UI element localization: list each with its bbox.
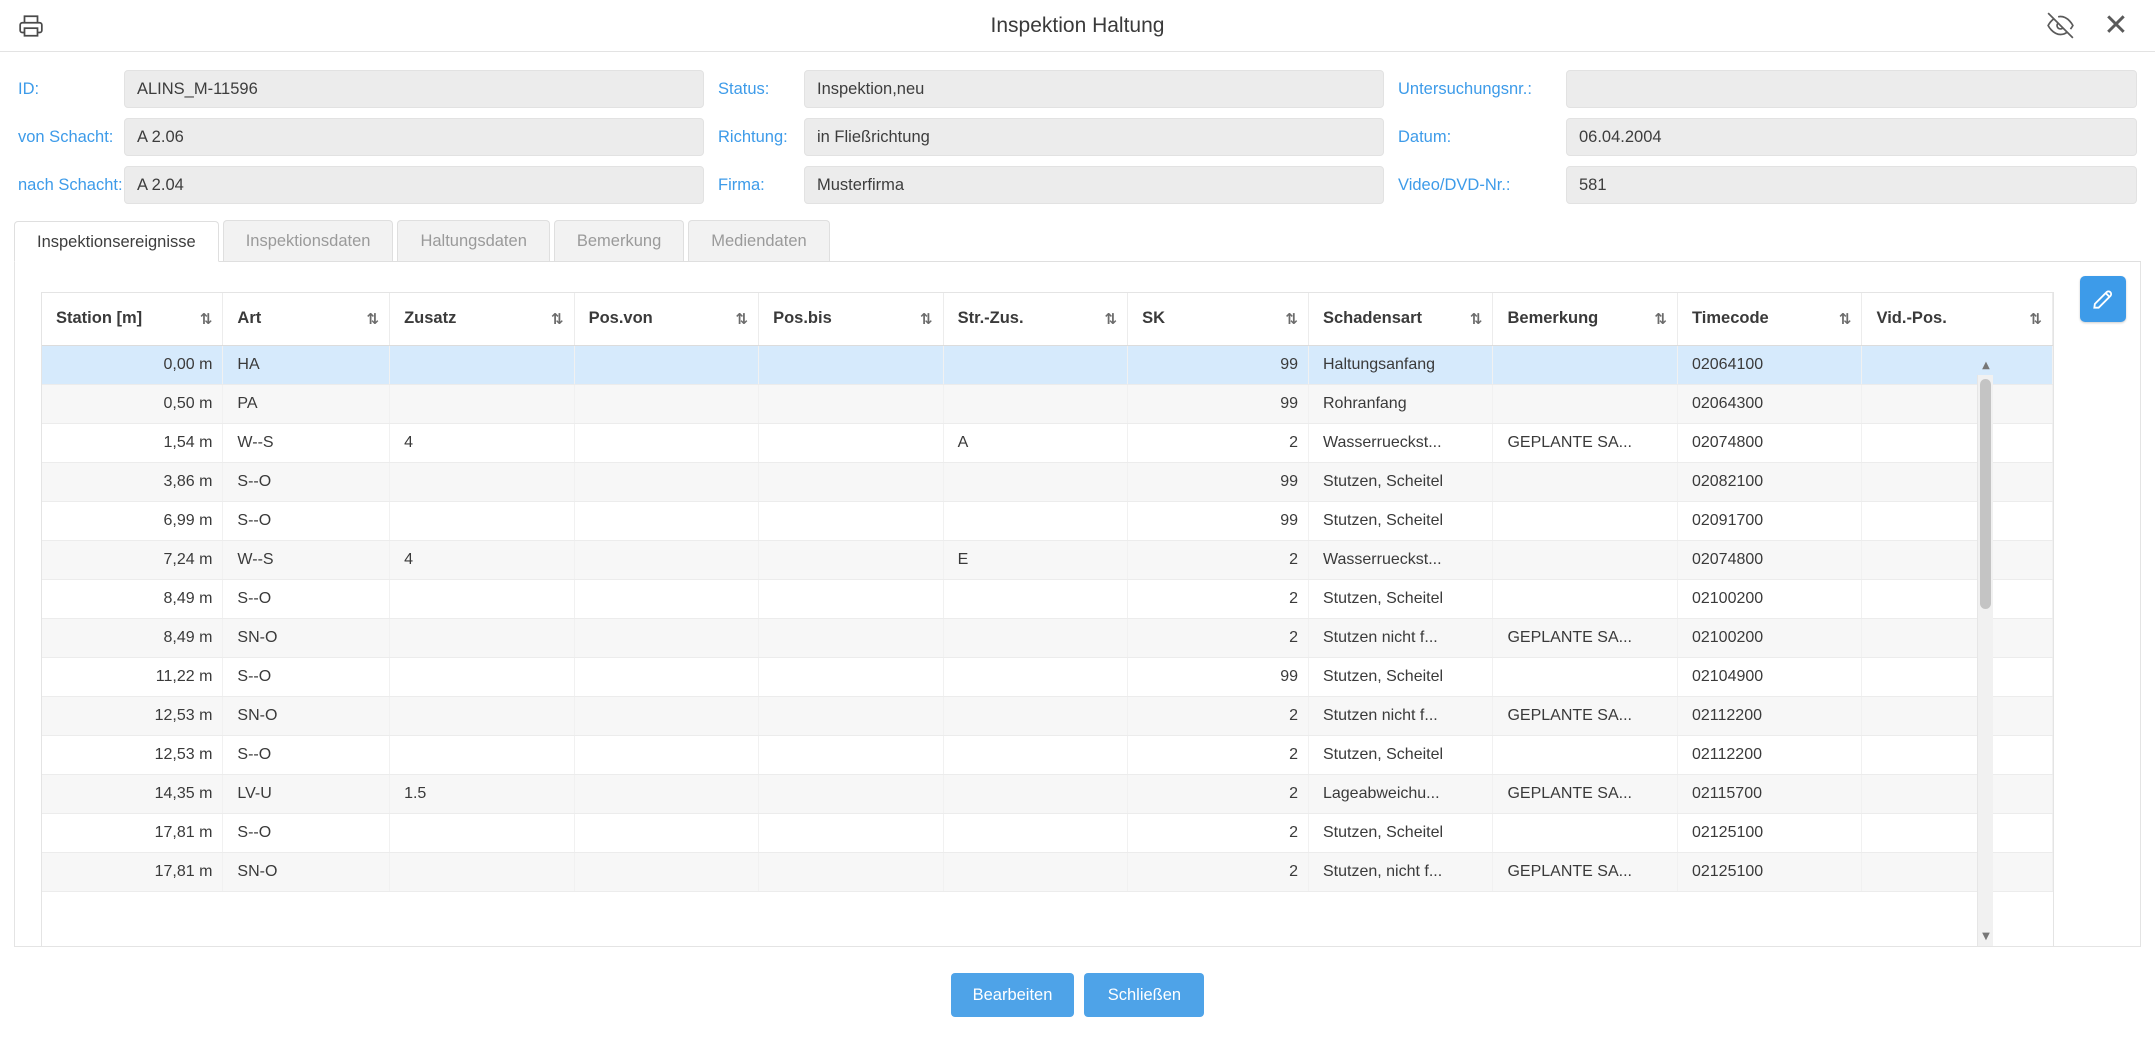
table-cell: PA <box>223 384 390 423</box>
table-cell: 99 <box>1128 657 1309 696</box>
table-cell <box>574 852 759 891</box>
table-cell <box>759 618 944 657</box>
table-cell: HA <box>223 345 390 384</box>
table-cell: Stutzen nicht f... <box>1308 696 1493 735</box>
table-cell <box>1493 462 1678 501</box>
table-cell <box>943 618 1128 657</box>
table-row[interactable] <box>42 618 2053 657</box>
col-str-zus[interactable] <box>943 293 1128 345</box>
table-cell: 0,00 m <box>42 345 223 384</box>
table-row[interactable] <box>42 735 2053 774</box>
field-datum-label: Datum: <box>1398 127 1452 146</box>
field-video-dvd-nr-input[interactable]: 581 <box>1566 166 2137 204</box>
field-untersuchungsnr-label: Untersuchungsnr.: <box>1398 79 1532 98</box>
table-cell: 02100200 <box>1677 579 1862 618</box>
table-cell <box>574 579 759 618</box>
table-cell <box>574 657 759 696</box>
field-firma-label: Firma: <box>718 175 765 194</box>
sort-updown-icon[interactable]: ⇅ <box>2029 309 2042 328</box>
table-cell <box>574 501 759 540</box>
table-cell <box>943 657 1128 696</box>
table-cell <box>759 852 944 891</box>
table-cell: 2 <box>1128 813 1309 852</box>
sort-updown-icon[interactable]: ⇅ <box>1469 309 1483 328</box>
table-row[interactable] <box>42 774 2053 813</box>
table-cell <box>390 618 575 657</box>
table-cell <box>759 423 944 462</box>
table-cell: 02082100 <box>1677 462 1862 501</box>
table-cell <box>759 462 944 501</box>
table-cell <box>390 579 575 618</box>
table-cell <box>759 774 944 813</box>
table-cell: 4 <box>390 540 575 579</box>
header-fields <box>0 52 2155 204</box>
table-cell <box>1493 579 1678 618</box>
table-cell: 2 <box>1128 852 1309 891</box>
tab-mediendaten[interactable]: Mediendaten <box>688 220 829 261</box>
col-station[interactable] <box>42 293 223 345</box>
table-row[interactable] <box>42 579 2053 618</box>
table-cell <box>759 345 944 384</box>
table-cell: 02104900 <box>1677 657 1862 696</box>
table-cell <box>1862 657 2053 696</box>
eye-off-icon[interactable] <box>2043 9 2077 43</box>
table-cell <box>1862 735 2053 774</box>
table-cell: 99 <box>1128 345 1309 384</box>
table-cell <box>1862 423 2053 462</box>
table-row[interactable] <box>42 813 2053 852</box>
field-untersuchungsnr <box>1398 70 2137 108</box>
table-cell <box>1493 384 1678 423</box>
tab-haltungsdaten[interactable]: Haltungsdaten <box>397 220 549 261</box>
table-cell: 4 <box>390 423 575 462</box>
table-cell <box>390 501 575 540</box>
table-cell <box>390 735 575 774</box>
table-cell: Stutzen, Scheitel <box>1308 657 1493 696</box>
table-cell <box>759 579 944 618</box>
sort-updown-icon[interactable]: ⇅ <box>550 309 564 328</box>
table-cell <box>574 735 759 774</box>
table-cell: Stutzen, Scheitel <box>1308 501 1493 540</box>
dialog-titlebar <box>0 0 2155 52</box>
table-cell: 8,49 m <box>42 579 223 618</box>
table-cell <box>943 813 1128 852</box>
table-cell <box>759 540 944 579</box>
table-body <box>42 345 2053 891</box>
table-row[interactable] <box>42 540 2053 579</box>
table-cell: 02100200 <box>1677 618 1862 657</box>
table-cell <box>759 813 944 852</box>
col-pos-von-label: Pos.von <box>588 309 653 328</box>
table-cell <box>943 696 1128 735</box>
sort-updown-icon[interactable]: ⇅ <box>1654 309 1667 328</box>
edit-pencil-icon[interactable] <box>2080 276 2126 322</box>
table-cell: 12,53 m <box>42 696 223 735</box>
table-cell: 02112200 <box>1677 696 1862 735</box>
table-cell <box>574 696 759 735</box>
field-row-1 <box>18 70 2137 108</box>
field-nach-schacht <box>18 166 718 204</box>
table-cell: 2 <box>1128 735 1309 774</box>
table-cell <box>574 813 759 852</box>
col-vid-pos-label: Vid.-Pos. <box>1876 309 1947 328</box>
table-cell <box>1862 852 2053 891</box>
table-cell <box>390 852 575 891</box>
table-cell <box>1862 501 2053 540</box>
close-icon[interactable]: ✕ <box>2103 7 2129 43</box>
col-schadensart-label: Schadensart <box>1322 309 1423 328</box>
printer-icon[interactable] <box>14 9 48 43</box>
table-row[interactable] <box>42 852 2053 891</box>
table-cell <box>1862 813 2053 852</box>
field-row-3 <box>18 166 2137 204</box>
table-cell: Lageabweichu... <box>1308 774 1493 813</box>
table-cell <box>759 384 944 423</box>
col-zusatz-label: Zusatz <box>404 309 457 328</box>
table-header-row <box>42 293 2053 345</box>
table-cell: S--O <box>223 813 390 852</box>
scroll-down-icon[interactable]: ▼ <box>1982 930 1990 942</box>
table-cell: 02125100 <box>1677 852 1862 891</box>
schliessen-button[interactable]: Schließen <box>1084 973 1204 1017</box>
field-video-dvd-nr-label: Video/DVD-Nr.: <box>1398 175 1511 194</box>
table-cell <box>390 384 575 423</box>
table-cell <box>574 774 759 813</box>
table-cell <box>943 735 1128 774</box>
table-cell: Wasserrueckst... <box>1308 540 1493 579</box>
table-row[interactable] <box>42 501 2053 540</box>
col-timecode[interactable] <box>1677 293 1862 345</box>
sort-updown-icon[interactable]: ⇅ <box>199 309 213 328</box>
table-cell <box>1862 579 2053 618</box>
table-row[interactable] <box>42 696 2053 735</box>
table-scrollbar[interactable] <box>1977 359 1993 946</box>
table-cell <box>943 384 1128 423</box>
col-bemerkung[interactable] <box>1493 293 1678 345</box>
table-cell: Stutzen nicht f... <box>1308 618 1493 657</box>
table-cell: 2 <box>1128 540 1309 579</box>
col-str-zus-label: Str.-Zus. <box>957 309 1024 328</box>
tab-inspektionsereignisse[interactable]: Inspektionsereignisse <box>14 221 219 262</box>
table-cell: Wasserrueckst... <box>1308 423 1493 462</box>
col-schadensart[interactable] <box>1308 293 1493 345</box>
table-cell: S--O <box>223 501 390 540</box>
tab-inspektionsdaten[interactable]: Inspektionsdaten <box>223 220 394 261</box>
table-cell: 2 <box>1128 774 1309 813</box>
events-table-wrapper <box>41 292 2054 946</box>
table-cell: 99 <box>1128 384 1309 423</box>
field-datum-input[interactable]: 06.04.2004 <box>1566 118 2137 156</box>
table-cell: 02091700 <box>1677 501 1862 540</box>
table-cell <box>759 501 944 540</box>
col-art-label: Art <box>237 309 262 328</box>
table-cell <box>574 384 759 423</box>
table-cell: 02064300 <box>1677 384 1862 423</box>
table-cell: 2 <box>1128 618 1309 657</box>
field-status-label: Status: <box>718 79 770 98</box>
table-cell: S--O <box>223 657 390 696</box>
titlebar-actions <box>2043 9 2155 43</box>
table-cell: 7,24 m <box>42 540 223 579</box>
table-cell <box>759 735 944 774</box>
table-row[interactable] <box>42 384 2053 423</box>
table-cell: W--S <box>223 540 390 579</box>
sort-updown-icon[interactable]: ⇅ <box>735 309 749 328</box>
table-cell <box>943 501 1128 540</box>
field-firma <box>718 166 1398 204</box>
col-sk[interactable] <box>1128 293 1309 345</box>
table-cell: Stutzen, Scheitel <box>1308 579 1493 618</box>
table-cell: GEPLANTE SA... <box>1493 852 1678 891</box>
table-cell: 17,81 m <box>42 813 223 852</box>
table-cell <box>1493 345 1678 384</box>
table-cell: Stutzen, Scheitel <box>1308 735 1493 774</box>
table-cell <box>1862 618 2053 657</box>
table-cell <box>574 345 759 384</box>
col-art[interactable] <box>223 293 390 345</box>
col-vid-pos[interactable] <box>1862 293 2053 345</box>
table-cell: 99 <box>1128 462 1309 501</box>
field-richtung <box>718 118 1398 156</box>
table-cell: GEPLANTE SA... <box>1493 423 1678 462</box>
table-cell: 99 <box>1128 501 1309 540</box>
table-cell: 1,54 m <box>42 423 223 462</box>
field-status-input[interactable]: Inspektion,neu <box>804 70 1384 108</box>
dialog-footer <box>0 947 2155 1043</box>
table-row[interactable] <box>42 657 2053 696</box>
table-cell <box>943 774 1128 813</box>
field-nach-schacht-label: nach Schacht: <box>18 175 123 194</box>
table-cell <box>1862 696 2053 735</box>
table-cell <box>574 423 759 462</box>
table-cell <box>1862 774 2053 813</box>
table-cell <box>1493 735 1678 774</box>
table-cell <box>759 657 944 696</box>
table-cell <box>390 813 575 852</box>
table-cell: Haltungsanfang <box>1308 345 1493 384</box>
sort-updown-icon[interactable]: ⇅ <box>366 309 380 328</box>
sort-updown-icon[interactable]: ⇅ <box>1285 309 1298 328</box>
field-richtung-input[interactable]: in Fließrichtung <box>804 118 1384 156</box>
table-cell: S--O <box>223 579 390 618</box>
table-cell <box>759 696 944 735</box>
col-zusatz[interactable] <box>390 293 575 345</box>
table-cell: 12,53 m <box>42 735 223 774</box>
table-cell: Stutzen, nicht f... <box>1308 852 1493 891</box>
table-cell <box>943 462 1128 501</box>
table-cell: 02074800 <box>1677 423 1862 462</box>
field-untersuchungsnr-input[interactable] <box>1566 70 2137 108</box>
col-bemerkung-label: Bemerkung <box>1507 309 1599 328</box>
col-station-label: Station [m] <box>56 309 143 328</box>
events-panel <box>14 262 2141 947</box>
table-cell: Stutzen, Scheitel <box>1308 813 1493 852</box>
table-cell <box>574 540 759 579</box>
tab-bar <box>14 220 2141 262</box>
events-table <box>42 293 2053 892</box>
field-id-input[interactable]: ALINS_M-11596 <box>124 70 704 108</box>
field-von-schacht <box>18 118 718 156</box>
field-nach-schacht-input[interactable]: A 2.04 <box>124 166 704 204</box>
field-status <box>718 70 1398 108</box>
table-cell <box>1493 657 1678 696</box>
table-cell: 02112200 <box>1677 735 1862 774</box>
table-cell: E <box>943 540 1128 579</box>
col-pos-bis-label: Pos.bis <box>773 309 832 328</box>
col-sk-label: SK <box>1142 309 1165 328</box>
table-cell: 02125100 <box>1677 813 1862 852</box>
table-cell <box>943 852 1128 891</box>
table-cell: 2 <box>1128 579 1309 618</box>
table-cell: GEPLANTE SA... <box>1493 774 1678 813</box>
table-cell: 2 <box>1128 696 1309 735</box>
dialog-title: Inspektion Haltung <box>990 13 1165 37</box>
table-cell <box>390 657 575 696</box>
table-cell: 17,81 m <box>42 852 223 891</box>
table-cell: 2 <box>1128 423 1309 462</box>
field-video-dvd-nr <box>1398 166 2137 204</box>
table-cell <box>943 579 1128 618</box>
table-cell <box>1862 462 2053 501</box>
table-cell <box>574 462 759 501</box>
table-cell <box>1862 384 2053 423</box>
field-id <box>18 70 718 108</box>
sort-updown-icon[interactable]: ⇅ <box>1104 309 1118 328</box>
field-row-2 <box>18 118 2137 156</box>
bearbeiten-button[interactable]: Bearbeiten <box>951 973 1075 1017</box>
table-row[interactable] <box>42 423 2053 462</box>
table-cell <box>943 345 1128 384</box>
table-cell: 3,86 m <box>42 462 223 501</box>
table-cell: Rohranfang <box>1308 384 1493 423</box>
table-cell <box>1493 540 1678 579</box>
scroll-up-icon[interactable]: ▲ <box>1982 359 1990 371</box>
table-cell: 6,99 m <box>42 501 223 540</box>
table-cell: A <box>943 423 1128 462</box>
field-datum <box>1398 118 2137 156</box>
table-cell <box>1862 540 2053 579</box>
col-timecode-label: Timecode <box>1691 309 1769 328</box>
sort-updown-icon[interactable]: ⇅ <box>1838 309 1852 328</box>
table-cell <box>390 345 575 384</box>
table-cell: 8,49 m <box>42 618 223 657</box>
table-cell: 02115700 <box>1677 774 1862 813</box>
col-pos-bis[interactable] <box>759 293 944 345</box>
table-cell: Stutzen, Scheitel <box>1308 462 1493 501</box>
table-cell: SN-O <box>223 618 390 657</box>
table-row[interactable] <box>42 345 2053 384</box>
table-cell: S--O <box>223 735 390 774</box>
tab-bemerkung[interactable]: Bemerkung <box>554 220 684 261</box>
table-cell: 11,22 m <box>42 657 223 696</box>
field-richtung-label: Richtung: <box>718 127 788 146</box>
table-cell: GEPLANTE SA... <box>1493 618 1678 657</box>
scrollbar-thumb[interactable] <box>1980 379 1991 609</box>
table-cell: LV-U <box>223 774 390 813</box>
table-cell: 0,50 m <box>42 384 223 423</box>
table-cell: 1.5 <box>390 774 575 813</box>
table-cell <box>390 696 575 735</box>
table-cell: 02064100 <box>1677 345 1862 384</box>
table-cell <box>390 462 575 501</box>
table-cell <box>574 618 759 657</box>
field-von-schacht-label: von Schacht: <box>18 127 114 146</box>
table-cell: GEPLANTE SA... <box>1493 696 1678 735</box>
field-id-label: ID: <box>18 79 40 98</box>
table-cell: 02074800 <box>1677 540 1862 579</box>
table-row[interactable] <box>42 462 2053 501</box>
table-cell: SN-O <box>223 852 390 891</box>
table-cell <box>1493 813 1678 852</box>
table-cell: W--S <box>223 423 390 462</box>
field-firma-input[interactable]: Musterfirma <box>804 166 1384 204</box>
table-cell: SN-O <box>223 696 390 735</box>
field-von-schacht-input[interactable]: A 2.06 <box>124 118 704 156</box>
table-cell: S--O <box>223 462 390 501</box>
col-pos-von[interactable] <box>574 293 759 345</box>
table-cell <box>1493 501 1678 540</box>
sort-updown-icon[interactable]: ⇅ <box>919 309 933 328</box>
table-cell <box>1862 345 2053 384</box>
table-cell: 14,35 m <box>42 774 223 813</box>
